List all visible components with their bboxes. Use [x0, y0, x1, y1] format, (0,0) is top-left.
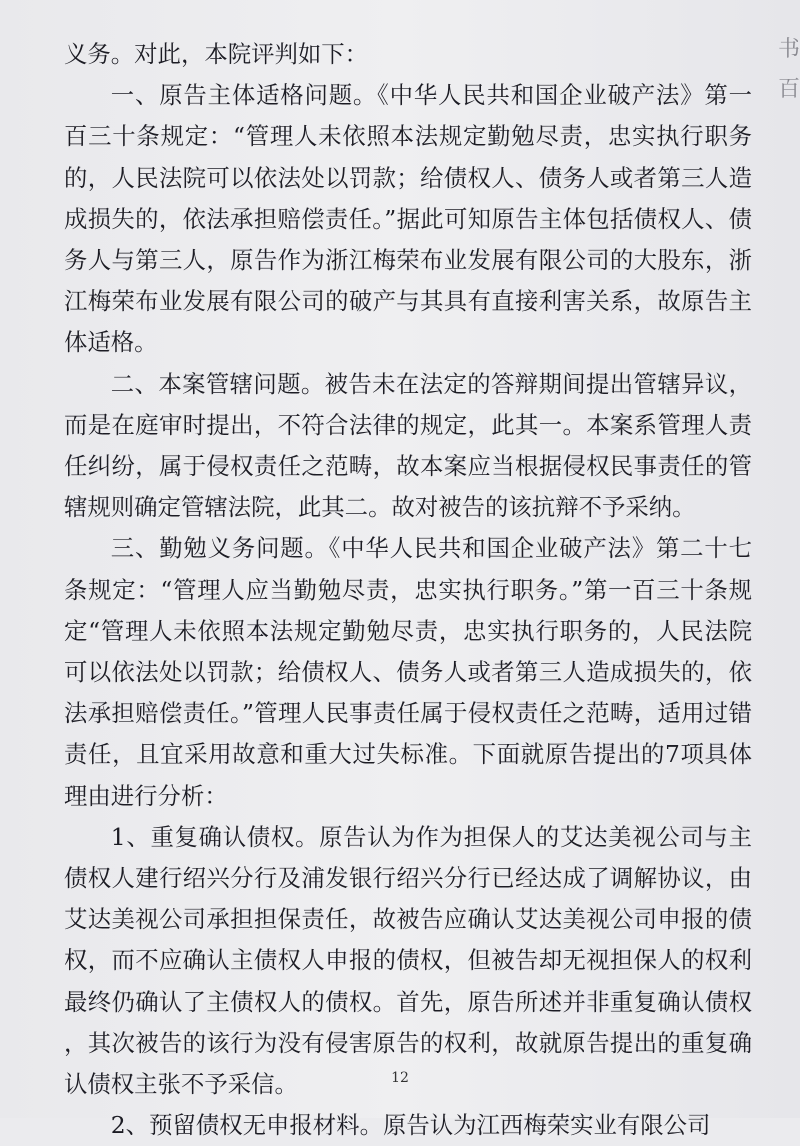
judgment-body [64, 34, 752, 1146]
adjacent-page-edge [772, 30, 800, 110]
bleed-char: 百 [778, 77, 800, 102]
page-number: 12 [391, 1070, 409, 1086]
paragraph-diligence-duty: 三、勤勉义务问题。《中华人民共和国企业破产法》第二十七条规定：“管理人应当勤勉尽责，忠实执行职务。”第一百三十条规定“管理人未依照本法规定勤勉尽责，忠实执行职务的，人民法院可以依法处以罚款；给债权人、债务人或者第三人造成损失的，依法承担赔偿责任。”管理人民事责任属于侵权责任之范畴，适用过错责任，且宜采用故意和重大过失标准。下面就原告提出的7项具体理由进行分析： [64, 534, 752, 810]
paragraph-duplicate-claims: 1、重复确认债权。原告认为作为担保人的艾达美视公司与主债权人建行绍兴分行及浦发银行绍兴分行已经达成了调解协议，由艾达美视公司承担担保责任，故被告应确认艾达美视公司申报的债权，而不应确认主债权人申报的债权，但被告却无视担保人的权利最终仍确认了主债权人的债权。首先，原告所述并非重复确认债权，其次被告的该行为没有侵害原告的权利，故就原告提出的重复确认债权主张不予采信。 [64, 822, 752, 1099]
bleed-char: 书 [778, 37, 800, 62]
paragraph-reserved-claims: 2、预留债权无申报材料。原告认为江西梅荣实业有限公司 [110, 1111, 711, 1140]
paragraph-intro: 义务。对此，本院评判如下： [64, 40, 369, 68]
paragraph-plaintiff-standing: 一、原告主体适格问题。《中华人民共和国企业破产法》第一百三十条规定：“管理人未依照本法规定勤勉尽责，忠实执行职务的，人民法院可以依法处以罚款；给债权人、债务人或者第三人造成损失的，依法承担赔偿责任。”据此可知原告主体包括债权人、债务人与第三人，原告作为浙江梅荣布业发展有限公司的大股东，浙江梅荣布业发展有限公司的破产与其具有直接利害关系，故原告主体适格。 [64, 81, 752, 357]
paragraph-jurisdiction: 二、本案管辖问题。被告未在法定的答辩期间提出管辖异议，而是在庭审时提出，不符合法律的规定，此其一。本案系管理人责任纠纷，属于侵权责任之范畴，故本案应当根据侵权民事责任的管辖规则确定管辖法院，此其二。故对被告的该抗辩不予采纳。 [64, 369, 752, 522]
